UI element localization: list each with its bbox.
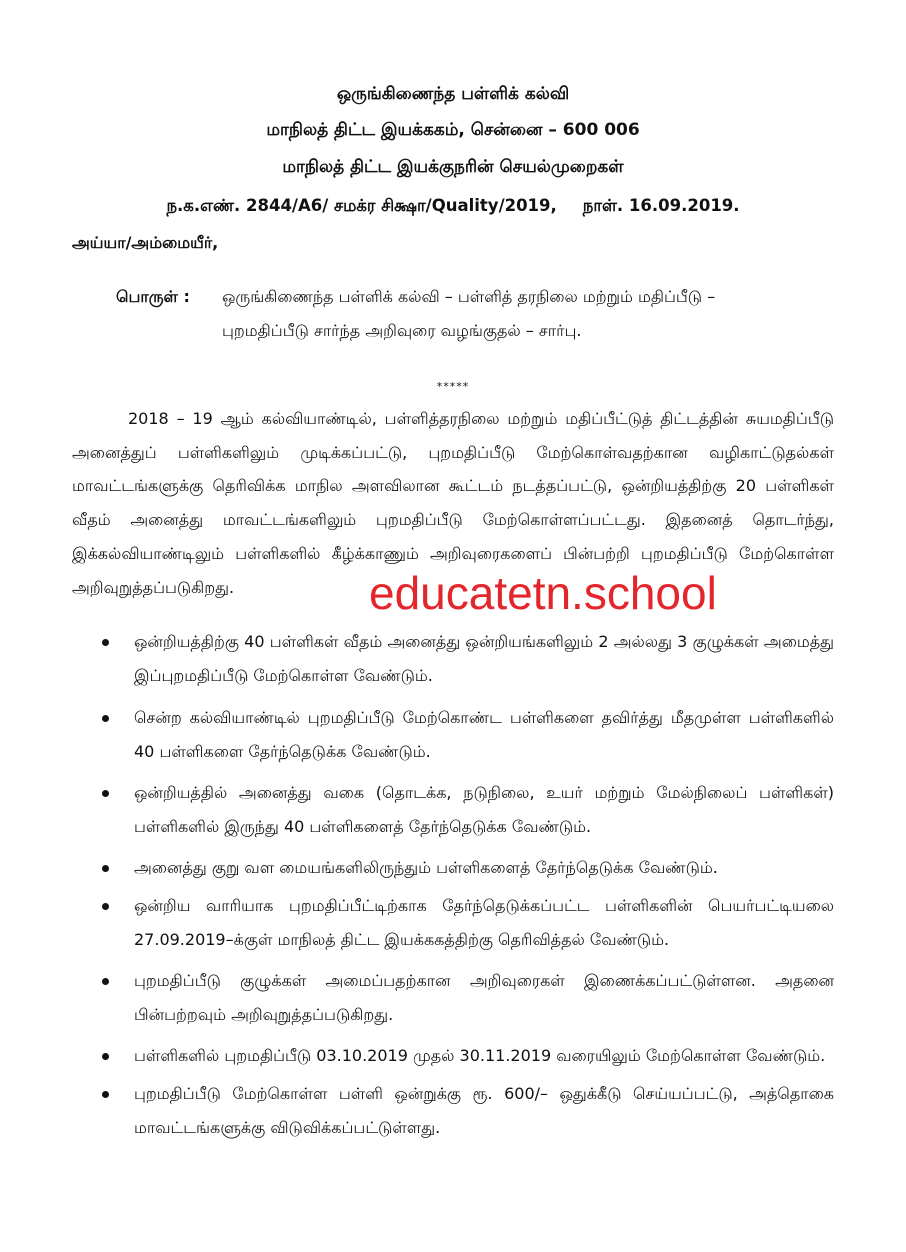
list-item-text: அனைத்து குறு வள மையங்களிலிருந்தும் பள்ளிகளைத் தேர்ந்தெடுக்க வேண்டும். — [134, 858, 718, 877]
reference-date: நாள். 16.09.2019. — [582, 196, 740, 215]
bullet-icon — [102, 903, 109, 910]
reference-number: ந.க.எண். 2844/A6/ சமக்ர சிக்ஷா/Quality/2019, — [166, 196, 557, 215]
office-address: மாநிலத் திட்ட இயக்ககம், சென்னை – 600 006 — [266, 120, 640, 140]
bullet-icon — [102, 1091, 109, 1098]
list-item-text: புறமதிப்பீடு குழுக்கள் அமைப்பதற்கான அறிவுரைகள் இணைக்கப்பட்டுள்ளன. அதனை பின்பற்றவும் அறிவுறுத்தப்படுகிறது. — [134, 971, 834, 1024]
department-title: ஒருங்கிணைந்த பள்ளிக் கல்வி — [336, 84, 570, 104]
bullet-icon — [102, 790, 109, 797]
list-item-text: புறமதிப்பீடு மேற்கொள்ள பள்ளி ஒன்றுக்கு ரூ. 600/– ஒதுக்கீடு செய்யப்பட்டு, அத்தொகை மாவட்டங்களுக்கு விடுவிக்கப்பட்டுள்ளது. — [134, 1084, 834, 1137]
bullet-icon — [102, 715, 109, 722]
subject-label: பொருள் : — [116, 287, 190, 306]
list-item-text: ஒன்றியத்தில் அனைத்து வகை (தொடக்க, நடுநிலை, உயர் மற்றும் மேல்நிலைப் பள்ளிகள்) பள்ளிகளில் இருந்து 40 பள்ளிகளைத் தேர்ந்தெடுக்க வேண்டும். — [134, 783, 834, 836]
bullet-icon — [102, 865, 109, 872]
subject-line-2: புறமதிப்பீடு சார்ந்த அறிவுரை வழங்குதல் – சார்பு. — [222, 321, 582, 340]
reference-line — [0, 196, 906, 218]
list-item-text: ஒன்றியத்திற்கு 40 பள்ளிகள் வீதம் அனைத்து ஒன்றியங்களிலும் 2 அல்லது 3 குழுக்கள் அமைத்து இப்புறமதிப்பீடு மேற்கொள்ள வேண்டும். — [134, 632, 834, 685]
bullet-icon — [102, 639, 109, 646]
list-item-text: ஒன்றிய வாரியாக புறமதிப்பீட்டிற்காக தேர்ந்தெடுக்கப்பட்ட பள்ளிகளின் பெயர்பட்டியலை 27.09.2019–க்குள் மாநிலத் திட்ட இயக்ககத்திற்கு தெரிவித்தல் வேண்டும். — [134, 896, 834, 949]
watermark: educatetn.school — [369, 567, 717, 619]
separator: ***** — [436, 380, 470, 393]
intro-paragraph-text: 2018 – 19 ஆம் கல்வியாண்டில், பள்ளித்தரநிலை மற்றும் மதிப்பீட்டுத் திட்டத்தின் சுயமதிப்பீடு அனைத்துப் பள்ளிகளிலும் முடிக்கப்பட்டு, புறமதிப்பீடு மேற்கொள்வதற்கான வழிகாட்டுதல்கள் மாவட்டங்களுக்கு தெரிவிக்க மாநில அளவிலான கூட்டம் நடத்தப்பட்டு, ஒன்றியத்திற்கு 20 பள்ளிகள் வீதம் அனைத்து மாவட்டங்களிலும் புறமதிப்பீடு மேற்கொள்ளப்பட்டது. இதனைத் தொடர்ந்து, இக்கல்வியாண்டிலும் பள்ளிகளில் கீழ்க்காணும் அறிவுரைகளைப் பின்பற்றி புறமதிப்பீடு மேற்கொள்ள அறிவுறுத்தப்படுகிறது. — [72, 409, 834, 597]
subject-line-1: ஒருங்கிணைந்த பள்ளிக் கல்வி – பள்ளித் தரநிலை மற்றும் மதிப்பீடு – — [222, 287, 716, 306]
list-item-text: சென்ற கல்வியாண்டில் புறமதிப்பீடு மேற்கொண்ட பள்ளிகளை தவிர்த்து மீதமுள்ள பள்ளிகளில் 40 பள்ளிகளை தேர்ந்தெடுக்க வேண்டும். — [134, 708, 834, 761]
bullet-icon — [102, 978, 109, 985]
proceedings-title: மாநிலத் திட்ட இயக்குநரின் செயல்முறைகள் — [282, 157, 624, 177]
salutation: அய்யா/அம்மையீர், — [72, 233, 219, 252]
list-item-text: பள்ளிகளில் புறமதிப்பீடு 03.10.2019 முதல் 30.11.2019 வரையிலும் மேற்கொள்ள வேண்டும். — [134, 1046, 826, 1065]
bullet-icon — [102, 1053, 109, 1060]
